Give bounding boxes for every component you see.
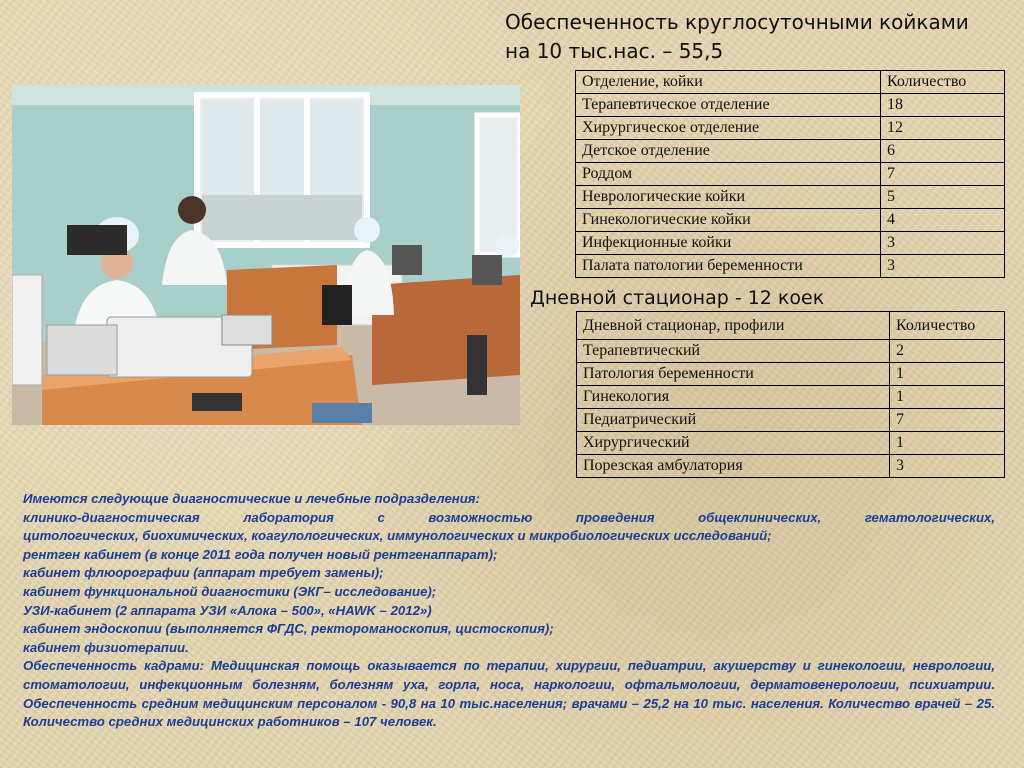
table-header-row	[576, 71, 1005, 94]
body-line: рентген кабинет (в конце 2011 года получен новый рентгенаппарат);	[23, 546, 498, 562]
row-value: 5	[881, 186, 1005, 209]
table-row	[576, 209, 1005, 232]
table-row	[577, 386, 1005, 409]
row-label: Педиатрический	[577, 409, 890, 432]
departments-description	[23, 490, 995, 732]
row-value: 1	[890, 432, 1005, 455]
row-value: 3	[890, 455, 1005, 478]
row-label: Терапевтическое отделение	[576, 94, 881, 117]
day-hospital-heading: Дневной стационар - 12 коек	[530, 287, 825, 309]
row-label: Хирургическое отделение	[576, 117, 881, 140]
table-row	[576, 186, 1005, 209]
body-line: кабинет флюорографии (аппарат требует замены);	[23, 565, 384, 581]
row-label: Терапевтический	[577, 340, 890, 363]
body-line: кабинет функциональной диагностики (ЭКГ– исследование);	[23, 583, 437, 599]
row-label: Палата патологии беременности	[576, 255, 881, 278]
table-row	[576, 232, 1005, 255]
staffing-paragraph: Обеспеченность кадрами: Медицинская помощь оказывается по терапии, хирургии, педиатрии, акушерству и гинекологии, неврологии, стоматологии, инфекционным болезням, болезням уха, горла, носа, наркологии, офтальмологии, дерматовенерологии, психиатрии. Обеспеченность средним медицинским персоналом - 90,8 на 10 тыс.населения; врачами – 25,2 на 10 тыс. населения. Количество врачей – 25. Количество средних медицинских работников – 107 человек.	[23, 658, 995, 730]
body-line: кабинет физиотерапии.	[23, 639, 189, 655]
row-label: Инфекционные койки	[576, 232, 881, 255]
row-value: 18	[881, 94, 1005, 117]
inpatient-beds-table	[575, 70, 1005, 278]
title-line-1: Обеспеченность круглосуточными койками	[505, 10, 969, 34]
body-line: цитологических, биохимических, коагулологических, иммунологических и микробиологических исследований;	[23, 528, 772, 544]
column-header-department: Отделение, койки	[576, 71, 881, 94]
row-label: Порезская амбулатория	[577, 455, 890, 478]
slide-title	[505, 8, 1005, 66]
table-row	[576, 117, 1005, 140]
table-row	[577, 340, 1005, 363]
table-row	[577, 432, 1005, 455]
row-label: Неврологические койки	[576, 186, 881, 209]
column-header-profile: Дневной стационар, профили	[577, 312, 890, 340]
table-header-row	[577, 312, 1005, 340]
row-label: Гинекология	[577, 386, 890, 409]
row-label: Роддом	[576, 163, 881, 186]
body-line: клинико-диагностическая лаборатория с возможностью проведения общеклинических, гематологических,	[23, 509, 995, 525]
row-label: Детское отделение	[576, 140, 881, 163]
body-line: Имеются следующие диагностические и лечебные подразделения:	[23, 491, 480, 506]
row-value: 12	[881, 117, 1005, 140]
column-header-count: Количество	[890, 312, 1005, 340]
table-row	[576, 94, 1005, 117]
body-line: УЗИ-кабинет (2 аппарата УЗИ «Алока – 500», «HAWK – 2012»)	[23, 602, 432, 618]
row-label: Гинекологические койки	[576, 209, 881, 232]
row-value: 3	[881, 232, 1005, 255]
row-label: Патология беременности	[577, 363, 890, 386]
body-line: кабинет эндоскопии (выполняется ФГДС, ректороманоскопия, цистоскопия);	[23, 621, 554, 637]
table-row	[577, 363, 1005, 386]
row-value: 2	[890, 340, 1005, 363]
row-value: 1	[890, 363, 1005, 386]
table-row	[576, 163, 1005, 186]
row-value: 4	[881, 209, 1005, 232]
row-value: 3	[881, 255, 1005, 278]
row-value: 6	[881, 140, 1005, 163]
table-row	[576, 255, 1005, 278]
row-value: 7	[881, 163, 1005, 186]
table-row	[577, 455, 1005, 478]
row-label: Хирургический	[577, 432, 890, 455]
table-row	[577, 409, 1005, 432]
table-row	[576, 140, 1005, 163]
title-line-2: на 10 тыс.нас. – 55,5	[505, 39, 724, 63]
day-hospital-table	[576, 311, 1005, 478]
row-value: 7	[890, 409, 1005, 432]
row-value: 1	[890, 386, 1005, 409]
laboratory-photo	[12, 85, 520, 425]
column-header-count: Количество	[881, 71, 1005, 94]
